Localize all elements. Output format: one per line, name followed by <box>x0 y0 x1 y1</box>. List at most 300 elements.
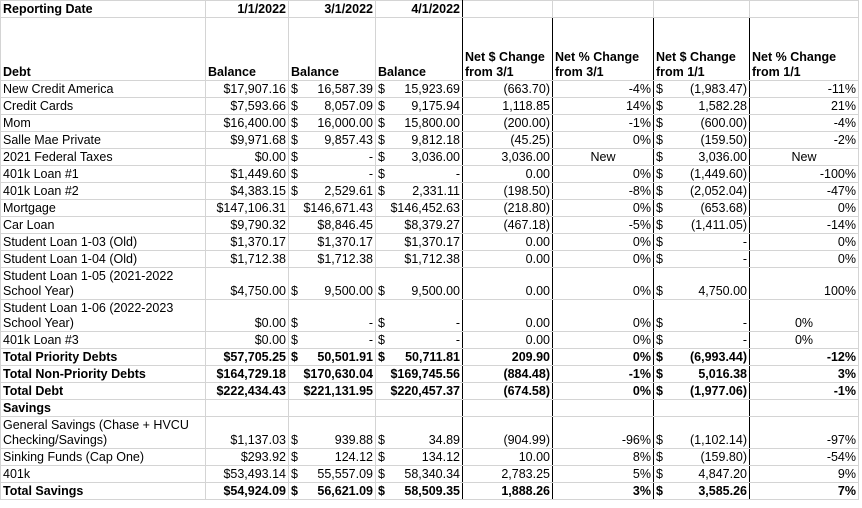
balance-3-wrap <box>378 200 460 216</box>
net-pct-3-1[interactable]: 0% <box>553 349 654 366</box>
row-label[interactable]: Total Priority Debts <box>1 349 206 366</box>
net-change-1-1-symbol: $ <box>656 235 663 249</box>
net-change-1-1[interactable] <box>654 366 750 383</box>
balance-3[interactable] <box>376 132 463 149</box>
balance-2-value: - <box>368 167 373 181</box>
row-label[interactable]: Salle Mae Private <box>1 132 206 149</box>
net-change-3-1[interactable]: 1,888.26 <box>463 483 553 500</box>
net-pct-3-1[interactable]: 0% <box>553 234 654 251</box>
balance-3[interactable] <box>376 149 463 166</box>
net-pct-1-1[interactable]: 0% <box>750 200 859 217</box>
balance-3-value: 9,500.00 <box>411 284 460 298</box>
balance-2-wrap <box>291 332 373 348</box>
net-change-3-1[interactable]: 2,783.25 <box>463 466 553 483</box>
row-label[interactable]: Mom <box>1 115 206 132</box>
balance-1[interactable]: $9,790.32 <box>206 217 289 234</box>
net-change-3-1[interactable]: (884.48) <box>463 366 553 383</box>
net-change-3-1[interactable]: (45.25) <box>463 132 553 149</box>
net-pct-1-1[interactable]: -11% <box>750 81 859 98</box>
net-change-1-1[interactable] <box>654 132 750 149</box>
cell-empty[interactable] <box>289 400 376 417</box>
balance-3[interactable] <box>376 200 463 217</box>
net-pct-1-1[interactable]: 0% <box>750 251 859 268</box>
balance-2-value: - <box>368 333 373 347</box>
table-row <box>1 349 859 366</box>
net-change-1-1[interactable] <box>654 300 750 332</box>
balance-1[interactable]: $1,137.03 <box>206 417 289 449</box>
balance-3-wrap <box>378 166 460 182</box>
balance-3-wrap <box>378 433 460 448</box>
row-label[interactable]: Sinking Funds (Cap One) <box>1 449 206 466</box>
balance-3-value: 2,331.11 <box>412 184 460 198</box>
balance-3-value: 34.89 <box>428 433 460 447</box>
balance-3-wrap <box>378 81 460 97</box>
balance-2[interactable] <box>289 234 376 251</box>
net-pct-3-1-label[interactable]: Net % Change from 3/1 <box>553 18 654 81</box>
balance-3[interactable] <box>376 483 463 500</box>
net-change-1-1-symbol: $ <box>656 99 663 113</box>
net-change-3-1[interactable]: 0.00 <box>463 251 553 268</box>
net-change-1-1-wrap <box>656 132 747 148</box>
balance-2-value: $1,712.38 <box>317 252 373 266</box>
balance-3-symbol: $ <box>378 116 385 130</box>
net-pct-1-1[interactable]: 7% <box>750 483 859 500</box>
net-pct-3-1[interactable]: 3% <box>553 483 654 500</box>
net-pct-1-1[interactable]: 21% <box>750 98 859 115</box>
net-change-3-1[interactable]: (663.70) <box>463 81 553 98</box>
net-change-1-1[interactable] <box>654 251 750 268</box>
balance-2-symbol: $ <box>291 433 298 447</box>
balance-1[interactable]: $4,750.00 <box>206 268 289 300</box>
balance-1[interactable]: $54,924.09 <box>206 483 289 500</box>
balance-3[interactable] <box>376 349 463 366</box>
table-row <box>1 383 859 400</box>
net-change-1-1-value: 1,582.28 <box>698 99 747 113</box>
balance-2-wrap <box>291 433 373 448</box>
net-pct-3-1[interactable]: 0% <box>553 300 654 332</box>
net-change-1-1-symbol: $ <box>656 133 663 147</box>
net-change-1-1-wrap <box>656 234 747 250</box>
balance-3-value: - <box>455 316 460 330</box>
net-pct-1-1[interactable]: -1% <box>750 383 859 400</box>
reporting-date-label[interactable]: Reporting Date <box>1 1 206 18</box>
table-row <box>1 449 859 466</box>
balance-3-symbol: $ <box>378 433 385 447</box>
net-change-1-1-value: (1,983.47) <box>690 82 747 96</box>
row-label[interactable]: New Credit America <box>1 81 206 98</box>
balance-1[interactable]: $222,434.43 <box>206 383 289 400</box>
balance-1[interactable]: $1,370.17 <box>206 234 289 251</box>
table-row <box>1 234 859 251</box>
net-pct-3-1[interactable]: 0% <box>553 268 654 300</box>
net-pct-3-1[interactable]: -5% <box>553 217 654 234</box>
net-change-1-1[interactable] <box>654 98 750 115</box>
balance-1[interactable]: $0.00 <box>206 300 289 332</box>
balance-3[interactable] <box>376 98 463 115</box>
net-pct-3-1[interactable]: 0% <box>553 200 654 217</box>
balance-2[interactable] <box>289 332 376 349</box>
net-change-1-1-value: 5,016.38 <box>698 367 747 381</box>
row-label[interactable]: 401k <box>1 466 206 483</box>
balance-3[interactable] <box>376 268 463 300</box>
net-pct-1-1[interactable]: -4% <box>750 115 859 132</box>
row-label[interactable]: Student Loan 1-06 (2022-2023 School Year) <box>1 300 206 332</box>
row-label[interactable]: 401k Loan #3 <box>1 332 206 349</box>
net-pct-1-1[interactable]: 0% <box>750 234 859 251</box>
balance-3-symbol: $ <box>378 133 385 147</box>
cell-empty[interactable] <box>463 400 553 417</box>
net-change-1-1[interactable] <box>654 417 750 449</box>
net-change-1-1-value: (653.68) <box>700 201 747 215</box>
net-change-3-1[interactable]: 10.00 <box>463 449 553 466</box>
balance-2-symbol: $ <box>291 333 298 347</box>
net-change-3-1[interactable]: 0.00 <box>463 268 553 300</box>
balance-3-wrap <box>378 449 460 465</box>
reporting-date-row <box>1 1 859 18</box>
net-change-1-1[interactable] <box>654 166 750 183</box>
balance-1[interactable]: $147,106.31 <box>206 200 289 217</box>
balance-2[interactable] <box>289 483 376 500</box>
net-pct-1-1[interactable]: -54% <box>750 449 859 466</box>
balance-2-symbol: $ <box>291 450 298 464</box>
date-2[interactable]: 3/1/2022 <box>289 1 376 18</box>
net-change-1-1[interactable] <box>654 349 750 366</box>
net-pct-3-1[interactable]: -96% <box>553 417 654 449</box>
balance-3-wrap <box>378 183 460 199</box>
balance-3[interactable] <box>376 81 463 98</box>
balance-3-wrap <box>378 115 460 131</box>
net-change-3-1[interactable]: 0.00 <box>463 300 553 332</box>
balance-3-value: 9,812.18 <box>411 133 460 147</box>
balance-2[interactable] <box>289 149 376 166</box>
balance-label-1[interactable]: Balance <box>206 18 289 81</box>
balance-2[interactable] <box>289 268 376 300</box>
net-pct-1-1-label[interactable]: Net % Change from 1/1 <box>750 18 859 81</box>
balance-3-wrap <box>378 316 460 331</box>
table-row <box>1 115 859 132</box>
balance-2-value: 50,501.91 <box>317 350 373 364</box>
balance-3[interactable] <box>376 251 463 268</box>
net-change-1-1-value: - <box>742 235 747 249</box>
balance-3[interactable] <box>376 234 463 251</box>
net-change-3-1[interactable]: 0.00 <box>463 332 553 349</box>
net-change-1-1[interactable] <box>654 183 750 200</box>
balance-1[interactable]: $16,400.00 <box>206 115 289 132</box>
row-label[interactable]: Student Loan 1-03 (Old) <box>1 234 206 251</box>
net-change-1-1-wrap <box>656 433 747 448</box>
net-change-1-1[interactable] <box>654 383 750 400</box>
row-label[interactable]: General Savings (Chase + HVCU Checking/Savings) <box>1 417 206 449</box>
net-change-1-1[interactable] <box>654 483 750 500</box>
net-change-1-1-wrap <box>656 183 747 199</box>
date-3[interactable]: 4/1/2022 <box>376 1 463 18</box>
net-change-1-1-label[interactable]: Net $ Change from 1/1 <box>654 18 750 81</box>
balance-1[interactable]: $1,449.60 <box>206 166 289 183</box>
balance-3-value: $8,379.27 <box>404 218 460 232</box>
net-pct-1-1[interactable]: 9% <box>750 466 859 483</box>
table-row <box>1 81 859 98</box>
net-change-1-1[interactable] <box>654 268 750 300</box>
net-pct-3-1[interactable]: 8% <box>553 449 654 466</box>
balance-1[interactable]: $0.00 <box>206 332 289 349</box>
balance-3-symbol: $ <box>378 99 385 113</box>
net-change-1-1-value: (159.80) <box>700 450 747 464</box>
net-pct-1-1[interactable]: -97% <box>750 417 859 449</box>
net-change-1-1[interactable] <box>654 449 750 466</box>
balance-2[interactable] <box>289 251 376 268</box>
cell-empty[interactable] <box>376 400 463 417</box>
balance-1[interactable]: $17,907.16 <box>206 81 289 98</box>
balance-2-value: 8,057.09 <box>324 99 373 113</box>
net-change-1-1-wrap <box>656 316 747 331</box>
net-change-1-1-value: - <box>742 333 747 347</box>
balance-3[interactable] <box>376 466 463 483</box>
net-change-3-1[interactable]: (904.99) <box>463 417 553 449</box>
balance-2-wrap <box>291 234 373 250</box>
net-change-3-1[interactable]: (467.18) <box>463 217 553 234</box>
net-pct-3-1[interactable]: 0% <box>553 332 654 349</box>
balance-1[interactable]: $57,705.25 <box>206 349 289 366</box>
balance-3[interactable] <box>376 417 463 449</box>
balance-2[interactable] <box>289 81 376 98</box>
balance-2-wrap <box>291 149 373 165</box>
balance-2-symbol: $ <box>291 284 298 298</box>
row-label[interactable]: 401k Loan #2 <box>1 183 206 200</box>
net-change-1-1-symbol: $ <box>656 284 663 298</box>
row-label[interactable]: Student Loan 1-05 (2021-2022 School Year) <box>1 268 206 300</box>
table-row <box>1 217 859 234</box>
net-change-3-1-label[interactable]: Net $ Change from 3/1 <box>463 18 553 81</box>
net-pct-1-1[interactable]: 3% <box>750 366 859 383</box>
balance-2[interactable] <box>289 166 376 183</box>
balance-3-value: 15,923.69 <box>404 82 460 96</box>
row-label[interactable]: 401k Loan #1 <box>1 166 206 183</box>
net-change-3-1[interactable]: (198.50) <box>463 183 553 200</box>
balance-2[interactable] <box>289 449 376 466</box>
net-change-1-1[interactable] <box>654 332 750 349</box>
net-pct-3-1[interactable]: -4% <box>553 81 654 98</box>
net-pct-1-1[interactable]: -100% <box>750 166 859 183</box>
balance-3-wrap <box>378 251 460 267</box>
net-change-1-1[interactable] <box>654 217 750 234</box>
net-pct-1-1[interactable]: 0% <box>750 300 859 332</box>
balance-label-3[interactable]: Balance <box>376 18 463 81</box>
net-change-3-1[interactable]: (200.00) <box>463 115 553 132</box>
balance-3[interactable] <box>376 166 463 183</box>
balance-2-wrap <box>291 251 373 267</box>
balance-2-wrap <box>291 466 373 482</box>
balance-2[interactable] <box>289 115 376 132</box>
balance-3-symbol: $ <box>378 350 385 364</box>
net-change-1-1-symbol: $ <box>656 367 663 381</box>
balance-3-value: 134.12 <box>421 450 460 464</box>
balance-2-wrap <box>291 81 373 97</box>
balance-3[interactable] <box>376 217 463 234</box>
balance-label-2[interactable]: Balance <box>289 18 376 81</box>
row-label[interactable]: Student Loan 1-04 (Old) <box>1 251 206 268</box>
balance-3-wrap <box>378 366 460 382</box>
balance-2[interactable] <box>289 466 376 483</box>
net-change-1-1-symbol: $ <box>656 350 663 364</box>
balance-3-value: $169,745.56 <box>390 367 460 381</box>
net-pct-1-1[interactable]: -12% <box>750 349 859 366</box>
balance-2-symbol: $ <box>291 99 298 113</box>
balance-3-wrap <box>378 132 460 148</box>
balance-3[interactable] <box>376 366 463 383</box>
balance-3[interactable] <box>376 183 463 200</box>
balance-2[interactable] <box>289 417 376 449</box>
net-change-3-1[interactable]: 209.90 <box>463 349 553 366</box>
net-change-1-1-wrap <box>656 217 747 233</box>
balance-3-value: $146,452.63 <box>390 201 460 215</box>
net-change-1-1[interactable] <box>654 234 750 251</box>
net-pct-3-1[interactable]: New <box>553 149 654 166</box>
balance-3[interactable] <box>376 383 463 400</box>
balance-1[interactable]: $164,729.18 <box>206 366 289 383</box>
net-change-3-1[interactable]: 0.00 <box>463 166 553 183</box>
cell-empty[interactable] <box>553 400 654 417</box>
balance-2[interactable] <box>289 349 376 366</box>
row-label[interactable]: Total Debt <box>1 383 206 400</box>
net-change-3-1[interactable]: 3,036.00 <box>463 149 553 166</box>
balance-3-value: 3,036.00 <box>411 150 460 164</box>
net-pct-3-1[interactable]: -1% <box>553 115 654 132</box>
balance-2[interactable] <box>289 366 376 383</box>
net-change-3-1[interactable]: 1,118.85 <box>463 98 553 115</box>
net-pct-1-1[interactable]: 100% <box>750 268 859 300</box>
net-change-1-1-value: - <box>742 316 747 330</box>
balance-3-wrap <box>378 149 460 165</box>
net-pct-1-1[interactable]: 0% <box>750 332 859 349</box>
balance-1[interactable]: $53,493.14 <box>206 466 289 483</box>
net-change-3-1[interactable]: (674.58) <box>463 383 553 400</box>
balance-2[interactable] <box>289 383 376 400</box>
balance-2[interactable] <box>289 98 376 115</box>
net-change-1-1-symbol: $ <box>656 450 663 464</box>
debt-label[interactable]: Debt <box>1 18 206 81</box>
net-change-1-1[interactable] <box>654 81 750 98</box>
cell-empty[interactable] <box>750 400 859 417</box>
balance-3[interactable] <box>376 115 463 132</box>
net-pct-3-1[interactable]: 0% <box>553 251 654 268</box>
balance-2-symbol: $ <box>291 82 298 96</box>
balance-3-value: $1,370.17 <box>404 235 460 249</box>
balance-2[interactable] <box>289 217 376 234</box>
balance-3-value: - <box>455 167 460 181</box>
net-change-1-1-wrap <box>656 166 747 182</box>
balance-3-wrap <box>378 217 460 233</box>
net-pct-3-1[interactable]: -1% <box>553 366 654 383</box>
table-row <box>1 268 859 300</box>
cell-empty[interactable] <box>654 400 750 417</box>
balance-2-symbol: $ <box>291 133 298 147</box>
balance-1[interactable]: $0.00 <box>206 149 289 166</box>
net-change-1-1-value: (600.00) <box>700 116 747 130</box>
net-change-1-1-symbol: $ <box>656 218 663 232</box>
balance-2-value: - <box>368 150 373 164</box>
balance-2-value: 9,857.43 <box>324 133 373 147</box>
balance-2-symbol: $ <box>291 150 298 164</box>
balance-3[interactable] <box>376 300 463 332</box>
net-change-1-1-wrap <box>656 383 747 399</box>
net-pct-3-1[interactable]: 5% <box>553 466 654 483</box>
balance-1[interactable]: $293.92 <box>206 449 289 466</box>
net-change-1-1-value: (1,411.05) <box>690 218 747 232</box>
net-change-3-1[interactable]: 0.00 <box>463 234 553 251</box>
net-change-1-1-symbol: $ <box>656 116 663 130</box>
net-pct-3-1[interactable]: 0% <box>553 132 654 149</box>
net-pct-1-1[interactable]: New <box>750 149 859 166</box>
balance-1[interactable]: $4,383.15 <box>206 183 289 200</box>
balance-2-wrap <box>291 449 373 465</box>
net-change-1-1[interactable] <box>654 466 750 483</box>
row-label[interactable]: 2021 Federal Taxes <box>1 149 206 166</box>
net-change-3-1[interactable]: (218.80) <box>463 200 553 217</box>
balance-2[interactable] <box>289 300 376 332</box>
net-pct-1-1[interactable]: -14% <box>750 217 859 234</box>
net-change-1-1-wrap <box>656 449 747 465</box>
table-row <box>1 483 859 500</box>
row-label[interactable]: Total Non-Priority Debts <box>1 366 206 383</box>
net-change-1-1[interactable] <box>654 200 750 217</box>
net-change-1-1-wrap <box>656 332 747 348</box>
row-label[interactable]: Car Loan <box>1 217 206 234</box>
balance-3-symbol: $ <box>378 82 385 96</box>
row-label[interactable]: Credit Cards <box>1 98 206 115</box>
balance-3-symbol: $ <box>378 467 385 481</box>
net-pct-3-1[interactable]: 0% <box>553 383 654 400</box>
balance-3-wrap <box>378 332 460 348</box>
balance-3[interactable] <box>376 449 463 466</box>
row-label[interactable]: Mortgage <box>1 200 206 217</box>
balance-2[interactable] <box>289 183 376 200</box>
cell-empty[interactable] <box>206 400 289 417</box>
balance-2-symbol: $ <box>291 316 298 330</box>
balance-1[interactable]: $7,593.66 <box>206 98 289 115</box>
table-row <box>1 132 859 149</box>
net-change-1-1-value: (2,052.04) <box>690 184 747 198</box>
net-change-1-1[interactable] <box>654 115 750 132</box>
balance-2-wrap <box>291 483 373 499</box>
balance-1[interactable]: $1,712.38 <box>206 251 289 268</box>
balance-3-wrap <box>378 234 460 250</box>
net-pct-3-1[interactable]: 0% <box>553 166 654 183</box>
balance-3-wrap <box>378 98 460 114</box>
table-row <box>1 149 859 166</box>
net-pct-1-1[interactable]: -47% <box>750 183 859 200</box>
row-label[interactable]: Total Savings <box>1 483 206 500</box>
net-change-1-1-symbol: $ <box>656 252 663 266</box>
net-change-1-1-wrap <box>656 149 747 165</box>
net-pct-3-1[interactable]: 14% <box>553 98 654 115</box>
balance-3-symbol: $ <box>378 316 385 330</box>
balance-1[interactable]: $9,971.68 <box>206 132 289 149</box>
balance-3[interactable] <box>376 332 463 349</box>
net-pct-1-1[interactable]: -2% <box>750 132 859 149</box>
date-1[interactable]: 1/1/2022 <box>206 1 289 18</box>
table-row <box>1 200 859 217</box>
table-row <box>1 98 859 115</box>
net-change-1-1[interactable] <box>654 149 750 166</box>
balance-2-value: - <box>368 316 373 330</box>
table-row <box>1 251 859 268</box>
balance-2-wrap <box>291 349 373 365</box>
net-pct-3-1[interactable]: -8% <box>553 183 654 200</box>
balance-2-wrap <box>291 383 373 399</box>
balance-2[interactable] <box>289 200 376 217</box>
row-label[interactable]: Savings <box>1 400 206 417</box>
balance-2[interactable] <box>289 132 376 149</box>
